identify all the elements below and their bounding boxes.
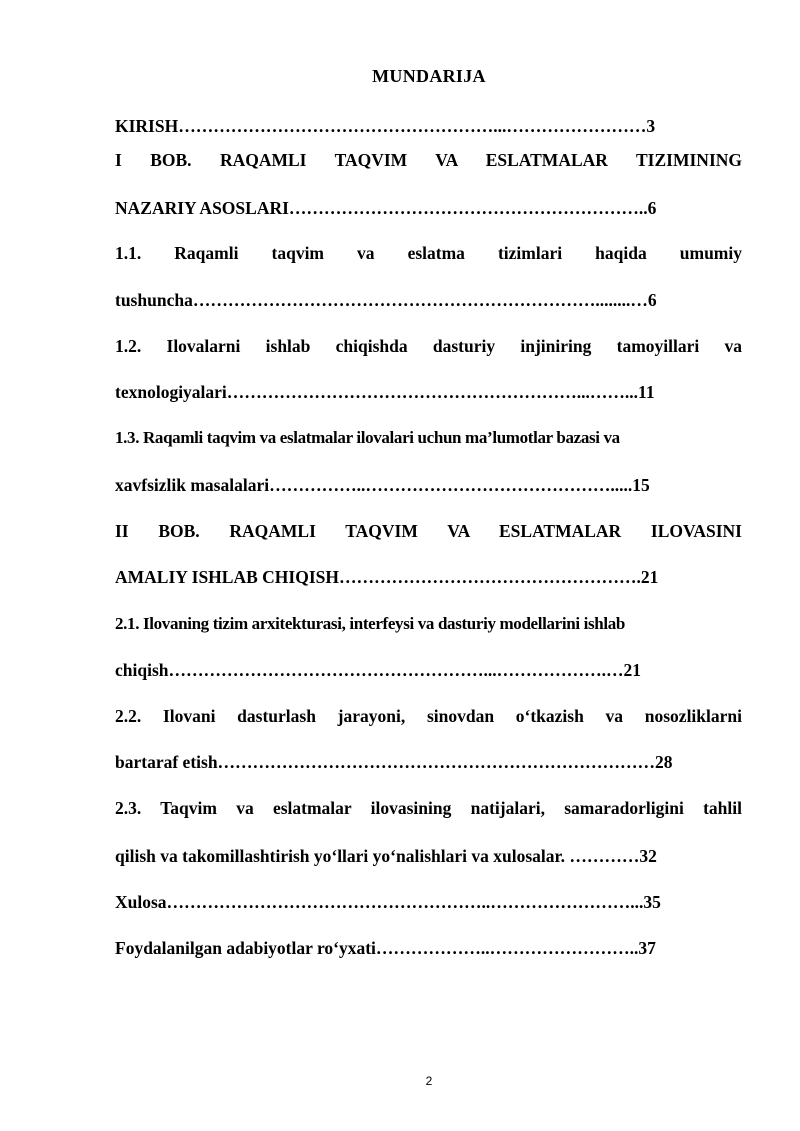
toc-entry-2-2-line-1[interactable]: 2.2. Ilovani dasturlash jarayoni, sinovdan o‘tkazish va nosozliklarni — [115, 706, 742, 726]
toc-entry-kirish[interactable]: KIRISH………………………………………………...……………………3 — [115, 116, 656, 136]
toc-entry-chapter-1-line-1[interactable]: I BOB. RAQAMLI TAQVIM VA ESLATMALAR TIZIMINING — [115, 150, 742, 170]
toc-entry-1-2-line-2[interactable]: texnologiyalari……………………………………………………...……...11 — [115, 382, 655, 402]
toc-entry-2-2-line-2[interactable]: bartaraf etish…………………………………………………………………28 — [115, 752, 673, 772]
toc-entry-chapter-2-line-1[interactable]: II BOB. RAQAMLI TAQVIM VA ESLATMALAR ILOVASINI — [115, 521, 742, 541]
toc-entry-xulosa[interactable]: Xulosa………………………………………………..……………………...35 — [115, 892, 661, 912]
page-number: 2 — [425, 1074, 433, 1088]
toc-entry-1-1-line-1[interactable]: 1.1. Raqamli taqvim va eslatma tizimlari haqida umumiy — [115, 243, 742, 263]
toc-entry-adabiyotlar[interactable]: Foydalanilgan adabiyotlar ro‘yxati………………..……………………..37 — [115, 938, 656, 958]
toc-entry-chapter-1-line-2[interactable]: NAZARIY ASOSLARI……………………………………………………..6 — [115, 198, 657, 218]
toc-entry-1-2-line-1[interactable]: 1.2. Ilovalarni ishlab chiqishda dasturiy injiniring tamoyillari va — [115, 336, 742, 356]
toc-heading: MUNDARIJA — [372, 66, 486, 86]
toc-entry-chapter-2-line-2[interactable]: AMALIY ISHLAB CHIQISH…………………………………………….21 — [115, 567, 659, 587]
toc-entry-1-1-line-2[interactable]: tushuncha……………………………………………………………........…6 — [115, 290, 657, 310]
toc-entry-2-1-line-2[interactable]: chiqish………………………………………………...……………….…21 — [115, 660, 641, 680]
toc-entry-2-1-line-1[interactable]: 2.1. Ilovaning tizim arxitekturasi, interfeysi va dasturiy modellarini ishlab — [115, 614, 625, 633]
toc-entry-1-3-line-1[interactable]: 1.3. Raqamli taqvim va eslatmalar ilovalari uchun ma’lumotlar bazasi va — [115, 428, 620, 447]
toc-entry-2-3-line-1[interactable]: 2.3. Taqvim va eslatmalar ilovasining natijalari, samaradorligini tahlil — [115, 798, 742, 818]
toc-entry-1-3-line-2[interactable]: xavfsizlik masalalari……………..…………………………………….....15 — [115, 475, 650, 495]
toc-entry-2-3-line-2[interactable]: qilish va takomillashtirish yo‘llari yo‘nalishlari va xulosalar. …………32 — [115, 846, 657, 866]
